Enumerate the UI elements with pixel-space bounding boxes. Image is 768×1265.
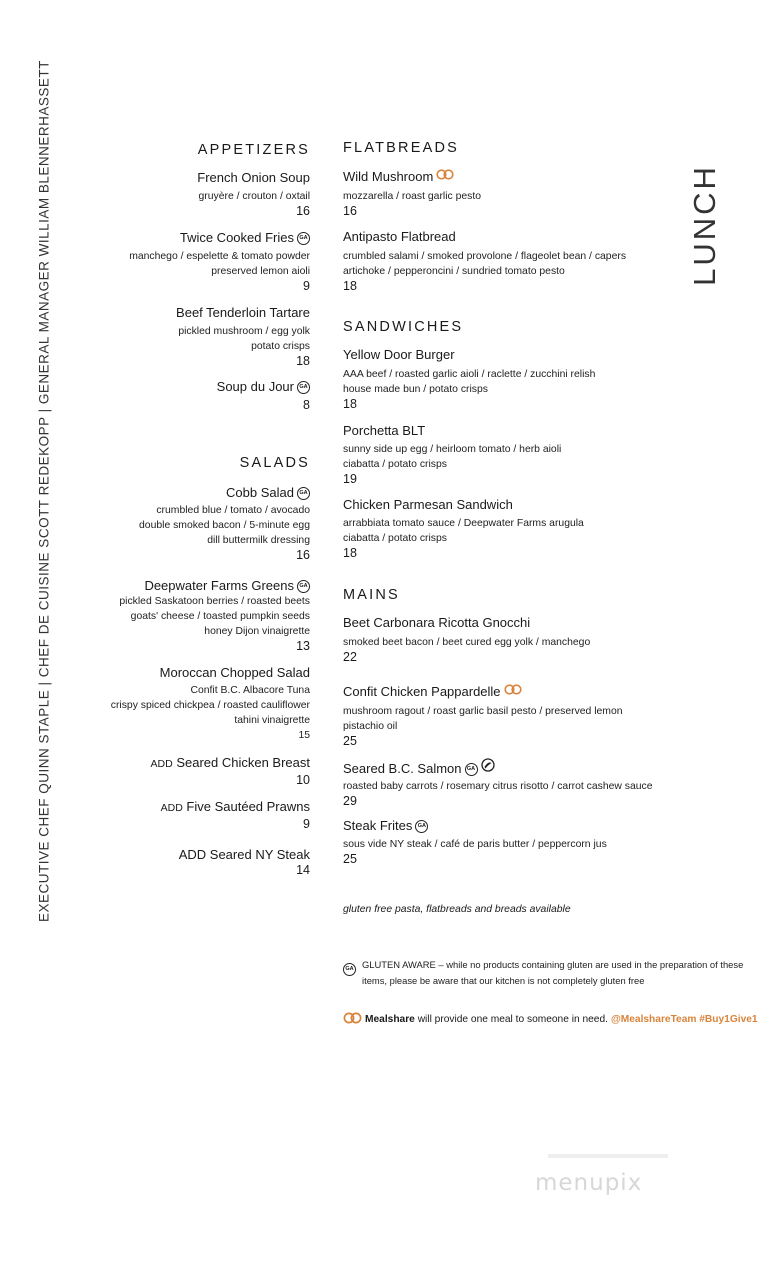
item-desc: goats' cheese / toasted pumpkin seeds — [130, 611, 310, 622]
mealshare-text: will provide one meal to someone in need. — [417, 1014, 608, 1025]
item-desc: Confit B.C. Albacore Tuna — [190, 685, 310, 696]
menu-item — [343, 347, 753, 411]
item-price: 29 — [343, 794, 357, 808]
menu-item — [343, 168, 753, 218]
item-desc: crumbled salami / smoked provolone / flageolet bean / capers — [343, 251, 627, 262]
staff-credits: EXECUTIVE CHEF QUINN STAPLE | CHEF DE CUISINE SCOTT REDEKOPP | GENERAL MANAGER WILLIAM BLENNERHASSETT — [36, 60, 52, 922]
item-desc: sous vide NY steak / café de paris butter / peppercorn jus — [343, 839, 607, 850]
mealshare-line — [343, 1012, 758, 1027]
appetizers-title: APPETIZERS — [197, 142, 310, 158]
item-name: French Onion Soup — [197, 170, 310, 185]
item-name: Confit Chicken Pappardelle — [343, 684, 501, 699]
item-name: Yellow Door Burger — [343, 347, 455, 362]
item-price: 18 — [343, 279, 357, 293]
menu-item — [343, 497, 753, 560]
item-desc: mushroom ragout / roast garlic basil pesto / preserved lemon — [343, 706, 623, 717]
menu-item — [90, 305, 310, 368]
item-desc: pistachio oil — [343, 721, 398, 732]
item-desc: double smoked bacon / 5-minute egg — [139, 520, 310, 531]
item-desc: gruyère / crouton / oxtail — [198, 191, 310, 202]
item-price: 18 — [343, 397, 357, 411]
item-name: Seared B.C. Salmon — [343, 761, 462, 776]
gluten-aware-icon: GA — [415, 820, 428, 833]
item-desc: arrabbiata tomato sauce / Deepwater Farms arugula — [343, 518, 584, 529]
item-price: 10 — [296, 773, 310, 787]
item-name: Chicken Parmesan Sandwich — [343, 497, 513, 512]
menu-item — [343, 423, 753, 486]
menu-title: LUNCH — [687, 164, 722, 286]
menu-item — [343, 818, 753, 866]
item-name: Twice Cooked Fries — [179, 230, 294, 245]
item-name: Five Sautéed Prawns — [186, 799, 310, 814]
gluten-aware-icon: GA — [465, 763, 478, 776]
gluten-aware-icon: GA — [297, 232, 310, 245]
mealshare-icon — [436, 168, 454, 183]
flatbreads-title: FLATBREADS — [343, 140, 460, 156]
item-price: 16 — [296, 204, 310, 218]
item-name: Moroccan Chopped Salad — [159, 665, 310, 680]
item-price: 16 — [343, 204, 357, 218]
gluten-free-note: gluten free pasta, flatbreads and breads available — [343, 904, 571, 915]
item-price: 14 — [296, 863, 310, 877]
item-price: 8 — [303, 398, 310, 412]
mealshare-brand: Mealshare — [365, 1014, 415, 1025]
item-name: Antipasto Flatbread — [343, 229, 456, 244]
item-price: 25 — [343, 852, 357, 866]
item-price: 9 — [303, 279, 310, 293]
menu-item — [90, 170, 310, 218]
item-desc: tahini vinaigrette — [234, 715, 310, 726]
item-desc: sunny side up egg / heirloom tomato / herb aioli — [343, 444, 562, 455]
watermark: menupix — [535, 1170, 643, 1196]
footnote-line: items, please be aware that our kitchen is not completely gluten free — [362, 975, 645, 986]
mealshare-icon — [481, 758, 495, 775]
gluten-aware-icon: GA — [297, 381, 310, 394]
item-desc: AAA beef / roasted garlic aioli / raclette / zucchini relish — [343, 369, 596, 380]
item-desc: preserved lemon aioli — [211, 266, 310, 277]
menu-item — [343, 229, 753, 293]
add-prefix: ADD — [178, 847, 207, 862]
gluten-aware-icon — [343, 957, 356, 976]
item-desc: roasted baby carrots / rosemary citrus risotto / carrot cashew sauce — [343, 781, 653, 792]
item-price: 13 — [296, 639, 310, 653]
footnote-line: GLUTEN AWARE – while no products containing gluten are used in the preparation of these — [362, 959, 744, 970]
item-price: 18 — [343, 546, 357, 560]
add-on-item — [90, 755, 310, 787]
menu-item — [90, 379, 310, 412]
add-on-item — [90, 847, 310, 877]
item-name: Deepwater Farms Greens — [144, 578, 294, 593]
salads-title: SALADS — [239, 455, 310, 471]
item-name: Wild Mushroom — [343, 169, 434, 184]
gluten-aware-footnote — [362, 957, 752, 989]
item-name: Beef Tenderloin Tartare — [176, 305, 310, 320]
add-prefix: ADD — [160, 802, 183, 814]
item-price: 9 — [303, 817, 310, 831]
item-name: Seared NY Steak — [209, 847, 310, 862]
item-name: Beet Carbonara Ricotta Gnocchi — [343, 615, 531, 630]
menu-item — [90, 485, 310, 562]
mealshare-tags[interactable]: @MealshareTeam #Buy1Give1 — [610, 1014, 758, 1025]
item-desc: mozzarella / roast garlic pesto — [343, 191, 482, 202]
item-desc: dill buttermilk dressing — [207, 535, 310, 546]
item-desc: artichoke / pepperoncini / sundried tomato pesto — [343, 266, 565, 277]
watermark-bar — [548, 1154, 668, 1158]
item-desc: pickled mushroom / egg yolk — [178, 326, 310, 337]
item-desc: house made bun / potato crisps — [343, 384, 488, 395]
gluten-aware-icon: GA — [297, 487, 310, 500]
menu-item — [90, 230, 310, 293]
sandwiches-title: SANDWICHES — [343, 319, 464, 335]
menu-item — [343, 683, 753, 748]
gluten-aware-icon: GA — [343, 963, 356, 976]
mains-title: MAINS — [343, 587, 400, 603]
gluten-aware-icon: GA — [297, 580, 310, 593]
item-desc: smoked beet bacon / beet cured egg yolk / manchego — [343, 637, 591, 648]
menu-item — [343, 615, 753, 664]
item-price: 15 — [298, 730, 310, 741]
item-desc: ciabatta / potato crisps — [343, 533, 447, 544]
menu-item — [343, 758, 753, 808]
item-desc: manchego / espelette & tomato powder — [129, 251, 310, 262]
menu-item — [90, 578, 310, 653]
item-name: Steak Frites — [343, 818, 413, 833]
item-name: Seared Chicken Breast — [176, 755, 310, 770]
item-price: 22 — [343, 650, 357, 664]
item-desc: honey Dijon vinaigrette — [204, 626, 310, 637]
item-desc: crispy spiced chickpea / roasted cauliflower — [110, 700, 310, 711]
menu-item — [90, 665, 310, 743]
item-price: 16 — [296, 548, 310, 562]
item-desc: ciabatta / potato crisps — [343, 459, 447, 470]
item-desc: pickled Saskatoon berries / roasted beets — [119, 596, 310, 607]
mealshare-icon — [343, 1012, 362, 1027]
item-price: 19 — [343, 472, 357, 486]
item-name: Cobb Salad — [226, 485, 294, 500]
item-desc: potato crisps — [251, 341, 310, 352]
add-on-item — [90, 799, 310, 831]
item-name: Porchetta BLT — [343, 423, 426, 438]
add-prefix: ADD — [150, 758, 173, 770]
item-price: 25 — [343, 734, 357, 748]
item-price: 18 — [296, 354, 310, 368]
item-desc: crumbled blue / tomato / avocado — [156, 505, 310, 516]
item-name: Soup du Jour — [216, 379, 294, 394]
mealshare-icon — [504, 683, 522, 698]
